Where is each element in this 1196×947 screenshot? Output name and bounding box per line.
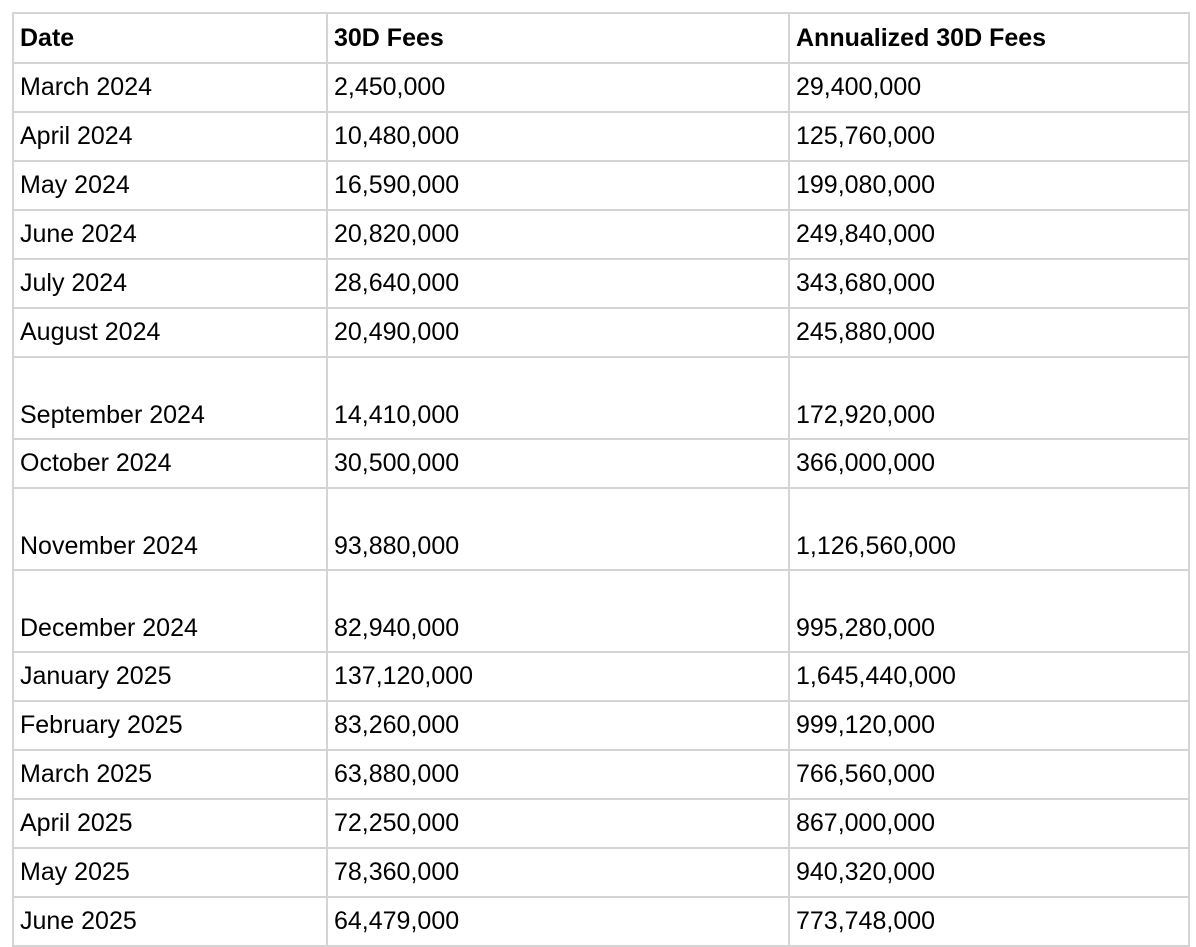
- fees-30d-cell: 137,120,000: [327, 652, 789, 701]
- table-row: [13, 210, 1189, 259]
- table-row: [13, 701, 1189, 750]
- table-row: [13, 750, 1189, 799]
- fees-30d-cell: 14,410,000: [327, 357, 789, 439]
- annualized-fees-cell: 1,126,560,000: [789, 488, 1189, 570]
- table-body: [13, 63, 1189, 946]
- annualized-fees-cell: 125,760,000: [789, 112, 1189, 161]
- annualized-fees-cell: 172,920,000: [789, 357, 1189, 439]
- table-row: [13, 799, 1189, 848]
- fees-30d-cell: 2,450,000: [327, 63, 789, 112]
- table-row: [13, 848, 1189, 897]
- header-row: [13, 13, 1189, 63]
- table-row: [13, 112, 1189, 161]
- table-row: [13, 63, 1189, 112]
- fees-30d-cell: 78,360,000: [327, 848, 789, 897]
- fees-30d-cell: 30,500,000: [327, 439, 789, 488]
- annualized-fees-cell: 249,840,000: [789, 210, 1189, 259]
- annualized-fees-cell: 199,080,000: [789, 161, 1189, 210]
- fees-30d-cell: 20,490,000: [327, 308, 789, 357]
- fees-table: [12, 12, 1190, 947]
- fees-30d-cell: 93,880,000: [327, 488, 789, 570]
- date-cell: March 2024: [13, 63, 327, 112]
- table-row: [13, 439, 1189, 488]
- fees-30d-cell: 20,820,000: [327, 210, 789, 259]
- column-header-date: Date: [13, 13, 327, 63]
- table-row: [13, 897, 1189, 946]
- annualized-fees-cell: 940,320,000: [789, 848, 1189, 897]
- date-cell: June 2024: [13, 210, 327, 259]
- date-cell: December 2024: [13, 570, 327, 652]
- annualized-fees-cell: 766,560,000: [789, 750, 1189, 799]
- fees-30d-cell: 82,940,000: [327, 570, 789, 652]
- annualized-fees-cell: 1,645,440,000: [789, 652, 1189, 701]
- date-cell: May 2025: [13, 848, 327, 897]
- table-row: [13, 570, 1189, 652]
- annualized-fees-cell: 343,680,000: [789, 259, 1189, 308]
- date-cell: August 2024: [13, 308, 327, 357]
- column-header-annualized-30d-fees: Annualized 30D Fees: [789, 13, 1189, 63]
- date-cell: March 2025: [13, 750, 327, 799]
- fees-30d-cell: 72,250,000: [327, 799, 789, 848]
- date-cell: April 2025: [13, 799, 327, 848]
- date-cell: January 2025: [13, 652, 327, 701]
- fees-30d-cell: 16,590,000: [327, 161, 789, 210]
- fees-30d-cell: 28,640,000: [327, 259, 789, 308]
- fees-30d-cell: 10,480,000: [327, 112, 789, 161]
- annualized-fees-cell: 366,000,000: [789, 439, 1189, 488]
- table-row: [13, 357, 1189, 439]
- table-row: [13, 259, 1189, 308]
- date-cell: October 2024: [13, 439, 327, 488]
- annualized-fees-cell: 245,880,000: [789, 308, 1189, 357]
- annualized-fees-cell: 29,400,000: [789, 63, 1189, 112]
- date-cell: June 2025: [13, 897, 327, 946]
- date-cell: April 2024: [13, 112, 327, 161]
- column-header-30d-fees: 30D Fees: [327, 13, 789, 63]
- date-cell: November 2024: [13, 488, 327, 570]
- fees-30d-cell: 64,479,000: [327, 897, 789, 946]
- fees-30d-cell: 63,880,000: [327, 750, 789, 799]
- table-row: [13, 652, 1189, 701]
- date-cell: July 2024: [13, 259, 327, 308]
- date-cell: February 2025: [13, 701, 327, 750]
- annualized-fees-cell: 995,280,000: [789, 570, 1189, 652]
- table-row: [13, 308, 1189, 357]
- table-row: [13, 161, 1189, 210]
- annualized-fees-cell: 773,748,000: [789, 897, 1189, 946]
- table-row: [13, 488, 1189, 570]
- date-cell: May 2024: [13, 161, 327, 210]
- fees-30d-cell: 83,260,000: [327, 701, 789, 750]
- date-cell: September 2024: [13, 357, 327, 439]
- annualized-fees-cell: 999,120,000: [789, 701, 1189, 750]
- annualized-fees-cell: 867,000,000: [789, 799, 1189, 848]
